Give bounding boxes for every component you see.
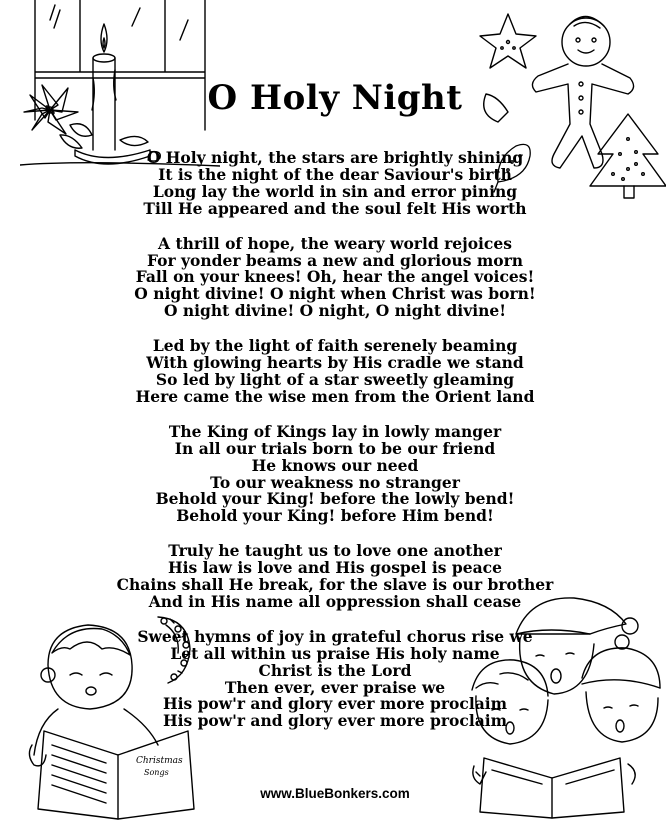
- lyric-line: His pow'r and glory ever more proclaim: [162, 711, 508, 731]
- stanza-3: [0, 338, 670, 406]
- stanza-5: [0, 543, 670, 611]
- lyric-line: His law is love and His gospel is peace: [168, 558, 502, 578]
- lyric-line: Chains shall He break, for the slave is our brother: [116, 575, 554, 595]
- lyric-line: Behold your King! before the lowly bend!: [155, 489, 515, 509]
- lyric-line: Sweet hymns of joy in grateful chorus rise we: [137, 626, 533, 646]
- lyric-line: In all our trials born to be our friend: [174, 438, 496, 458]
- lyric-line: Let all within us praise His holy name: [170, 643, 500, 663]
- lyric-line: Long lay the world in sin and error pining: [152, 181, 518, 201]
- lyric-line: It is the night of the dear Saviour's birth: [158, 164, 512, 184]
- stanza-2: [0, 233, 670, 321]
- lyric-line: O night divine! O night, O night divine!: [163, 301, 507, 321]
- book-text-songs: Songs: [144, 768, 169, 777]
- lyric-line: The King of Kings lay in lowly manger: [168, 421, 502, 441]
- song-title: O Holy Night: [207, 78, 463, 118]
- lyric-line: To our weakness no stranger: [210, 472, 460, 492]
- stanza-4: [0, 421, 670, 526]
- lyric-line: His pow'r and glory ever more proclaim: [162, 694, 508, 714]
- lyric-line: So led by light of a star sweetly gleaming: [155, 369, 515, 389]
- lyric-line: With glowing hearts by His cradle we stand: [146, 353, 524, 373]
- stanza-1: [0, 150, 670, 218]
- lyric-line: A thrill of hope, the weary world rejoices: [158, 233, 512, 253]
- stanza-6: [0, 626, 670, 731]
- lyric-line: Behold your King! before Him bend!: [176, 506, 494, 526]
- lyric-line: For yonder beams a new and glorious morn: [146, 250, 524, 270]
- lyric-line: Truly he taught us to love one another: [168, 541, 502, 561]
- book-text-christmas: Christmas: [136, 756, 183, 766]
- lyric-line: Here came the wise men from the Orient land: [135, 386, 535, 406]
- lyric-line: Then ever, ever praise we: [224, 677, 446, 697]
- lyric-line: And in His name all oppression shall cease: [148, 591, 522, 611]
- lyric-line: Led by the light of faith serenely beaming: [152, 336, 518, 356]
- lyric-line: He knows our need: [251, 455, 419, 475]
- lyric-line: Till He appeared and the soul felt His worth: [143, 198, 527, 218]
- lyric-line: Christ is the Lord: [258, 660, 412, 680]
- lyric-line: O night divine! O night when Christ was born!: [134, 284, 536, 304]
- lyric-line: Fall on your knees! Oh, hear the angel voices!: [135, 267, 535, 287]
- website-url: www.BlueBonkers.com: [260, 786, 410, 801]
- lyric-line: O Holy night, the stars are brightly shining: [146, 148, 524, 167]
- lyrics-body: [0, 150, 670, 748]
